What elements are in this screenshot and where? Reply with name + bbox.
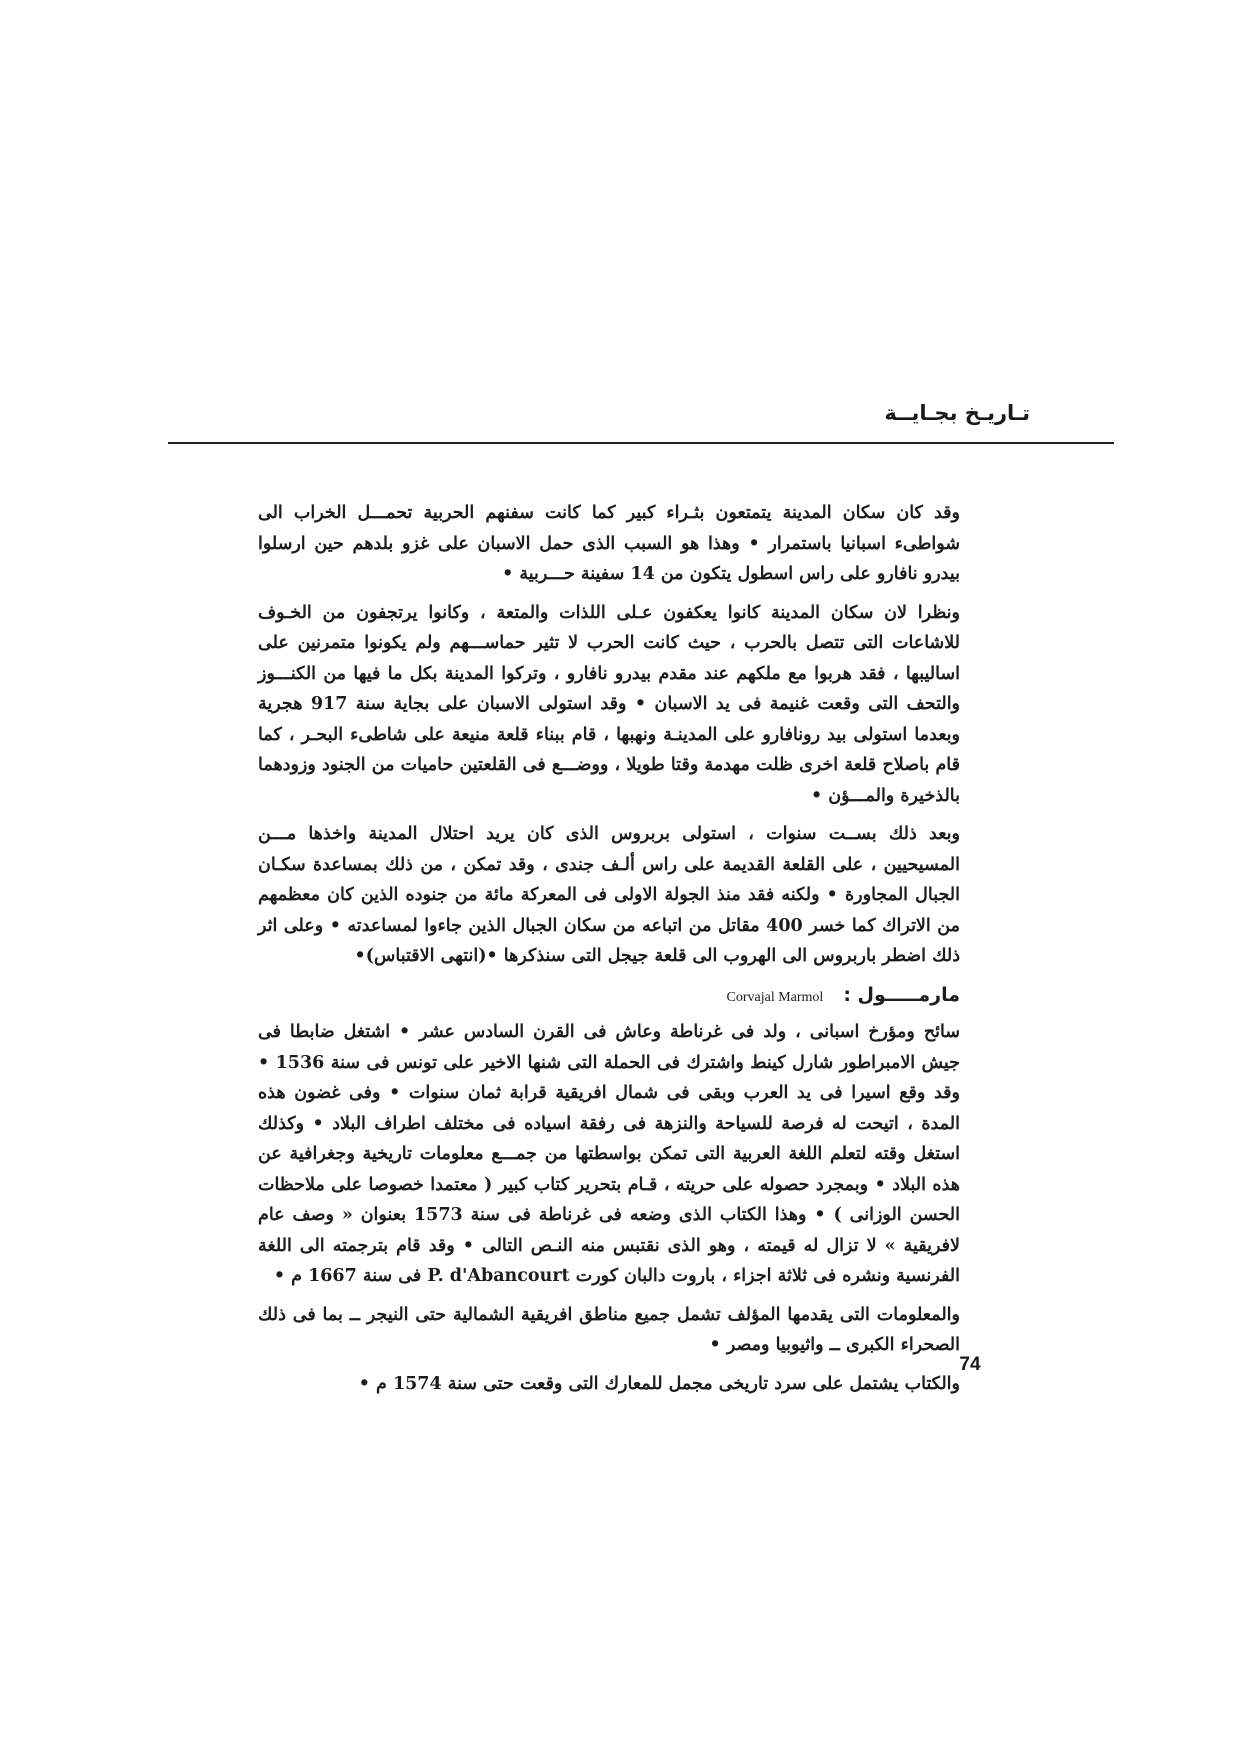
paragraph: وبعد ذلك بســت سنوات ، استولى بربروس الذى كان يريد احتلال المدينة واخذها مـــن المسيحيين ، على القلعة القديمة على راس ألـف جندى ، وقد تمكن ، من ذلك بمساعدة سكـان الجبال المجاورة • ولكنه فقد منذ الجولة الاولى فى المعركة مائة من جنوده الذين كان معظمهم من الاتراك كما خسر 400 مقاتل من اتباعه من سكان الجبال الذين جاءوا لمساعدته • وعلى اثر ذلك اضطر باربروس الى الهروب الى قلعة جيجل التى سنذكرها •(انتهى الاقتباس)• — [258, 824, 960, 966]
section-heading — [258, 980, 960, 1014]
section-heading-latin: Corvajal Marmol — [726, 989, 824, 1005]
paragraph: سائح ومؤرخ اسبانى ، ولد فى غرناطة وعاش فى القرن السادس عشر • اشتغل ضابطا فى جيش الامبراطور شارل كينط واشترك فى الحملة التى شنها الاخير على تونس فى سنة 1536 • وقد وقع اسيرا فى يد العرب وبقى فى شمال افريقية قرابة ثمان سنوات • وفى غضون هذه المدة ، اتيحت له فرصة للسياحة والنزهة فى رفقة اسياده فى مختلف اطراف البلاد • وكذلك استغل وقته لتعلم اللغة العربية التى تمكن بواسطتها من جمـــع معلومات تاريخية وجغرافية عن هذه البلاد • وبمجرد حصوله على حريته ، قـام بتحرير كتاب كبير ( معتمدا خصوصا على ملاحظات الحسن الوزانى ) • وهذا الكتاب الذى وضعه فى غرناطة فى سنة 1573 بعنوان « وصف عام لافريقية » لا تزال له قيمته ، وهو الذى نقتبس منه النـص التالى • وقد قام بترجمته الى اللغة الفرنسية ونشره فى ثلاثة اجزاء ، باروت دالبان كورت P. d'Abancourt فى سنة 1667 م • — [258, 1022, 960, 1286]
paragraph: وقد كان سكان المدينة يتمتعون بثـراء كبير كما كانت سفنهم الحربية تحمـــل الخراب الى شواطىء اسبانيا باستمرار • وهذا هو السبب الذى حمل الاسبان على غزو بلدهم حين ارسلوا بيدرو نافارو على راس اسطول يتكون من 14 سفينة حـــربية • — [258, 503, 960, 584]
section-heading-arabic: مارمـــــول : — [843, 983, 960, 1006]
paragraph: والكتاب يشتمل على سرد تاريخى مجمل للمعارك التى وقعت حتى سنة 1574 م • — [358, 1373, 960, 1394]
header-rule — [168, 442, 1114, 444]
page-number: 74 — [959, 1354, 981, 1375]
paragraph: والمعلومات التى يقدمها المؤلف تشمل جميع مناطق افريقية الشمالية حتى النيجر ــ بما فى ذلك الصحراء الكبرى ــ واثيوبيا ومصر • — [258, 1304, 960, 1355]
running-header: تـاريـخ بجـايــة — [884, 401, 1030, 425]
body-text — [258, 498, 960, 1407]
paragraph: ونظرا لان سكان المدينة كانوا يعكفون عـلى اللذات والمتعة ، وكانوا يرتجفون من الخـوف للاشاعات التى تتصل بالحرب ، حيث كانت الحرب لا تثير حماســـهم ولم يكونوا متمرنين على اساليبها ، فقد هربوا مع ملكهم عند مقدم بيدرو نافارو ، وتركوا المدينة بكل ما فيها من الكنـــوز والتحف التى وقعت غنيمة فى يد الاسبان • وقد استولى الاسبان على بجاية سنة 917 هجرية وبعدما استولى بيد رونافارو على المدينـة ونهبها ، قام ببناء قلعة منيعة على شاطىء البحـر ، كما قام باصلاح قلعة اخرى ظلت مهدمة وقتا طويلا ، ووضـــع فى القلعتين حاميات من الجنود وزودهما بالذخيرة والمـــؤن • — [258, 602, 961, 806]
